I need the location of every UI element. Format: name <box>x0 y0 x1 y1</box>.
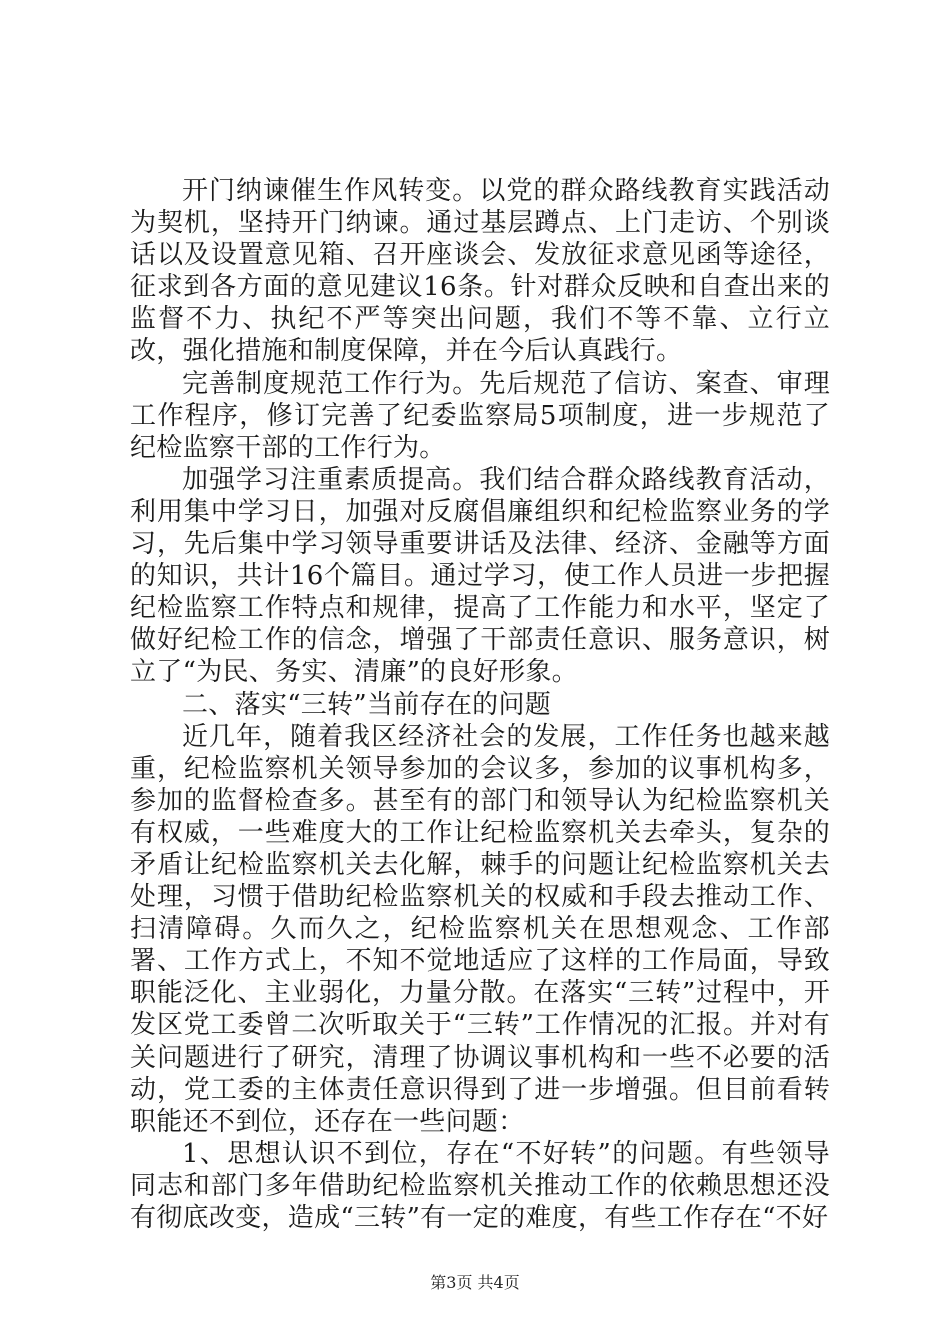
document-body <box>130 175 830 1234</box>
section-heading-problems: 二、落实“三转”当前存在的问题 <box>182 689 552 720</box>
paragraph-problem-1: 1、思想认识不到位，存在“不好转”的问题。有些领导同志和部门多年借助纪检监察机关推动工作的依赖思想还没有彻底改变，造成“三转”有一定的难度，有些工作存在“不好 <box>130 1138 830 1233</box>
paragraph-open-door: 开门纳谏催生作风转变。以党的群众路线教育实践活动为契机，坚持开门纳谏。通过基层蹲点、上门走访、个别谈话以及设置意见箱、召开座谈会、发放征求意见函等途径，征求到各方面的意见建议16条。针对群众反映和自查出来的监督不力、执纪不严等突出问题，我们不等不靠、立行立改，强化措施和制度保障，并在今后认真践行。 <box>130 176 830 367</box>
paragraph-study: 加强学习注重素质提高。我们结合群众路线教育活动，利用集中学习日，加强对反腐倡廉组织和纪检监察业务的学习，先后集中学习领导重要讲话及法律、经济、金融等方面的知识，共计16个篇目。通过学习，使工作人员进一步把握纪检监察工作特点和规律，提高了工作能力和水平，坚定了做好纪检工作的信念，增强了干部责任意识、服务意识，树立了“为民、务实、清廉”的良好形象。 <box>130 464 830 688</box>
paragraph-improve-system: 完善制度规范工作行为。先后规范了信访、案查、审理工作程序，修订完善了纪委监察局5项制度，进一步规范了纪检监察干部的工作行为。 <box>130 368 830 463</box>
paragraph-recent-years: 近几年，随着我区经济社会的发展，工作任务也越来越重，纪检监察机关领导参加的会议多，参加的议事机构多，参加的监督检查多。甚至有的部门和领导认为纪检监察机关有权威，一些难度大的工作让纪检监察机关去牵头，复杂的矛盾让纪检监察机关去化解，棘手的问题让纪检监察机关去处理，习惯于借助纪检监察机关的权威和手段去推动工作、扫清障碍。久而久之，纪检监察机关在思想观念、工作部署、工作方式上，不知不觉地适应了这样的工作局面，导致职能泛化、主业弱化，力量分散。在落实“三转”过程中，开发区党工委曾二次听取关于“三转”工作情况的汇报。并对有关问题进行了研究，清理了协调议事机构和一些不必要的活动，党工委的主体责任意识得到了进一步增强。但目前看转职能还不到位，还存在一些问题： <box>130 721 830 1137</box>
page-number-footer: 第3页 共4页 <box>430 1273 520 1292</box>
